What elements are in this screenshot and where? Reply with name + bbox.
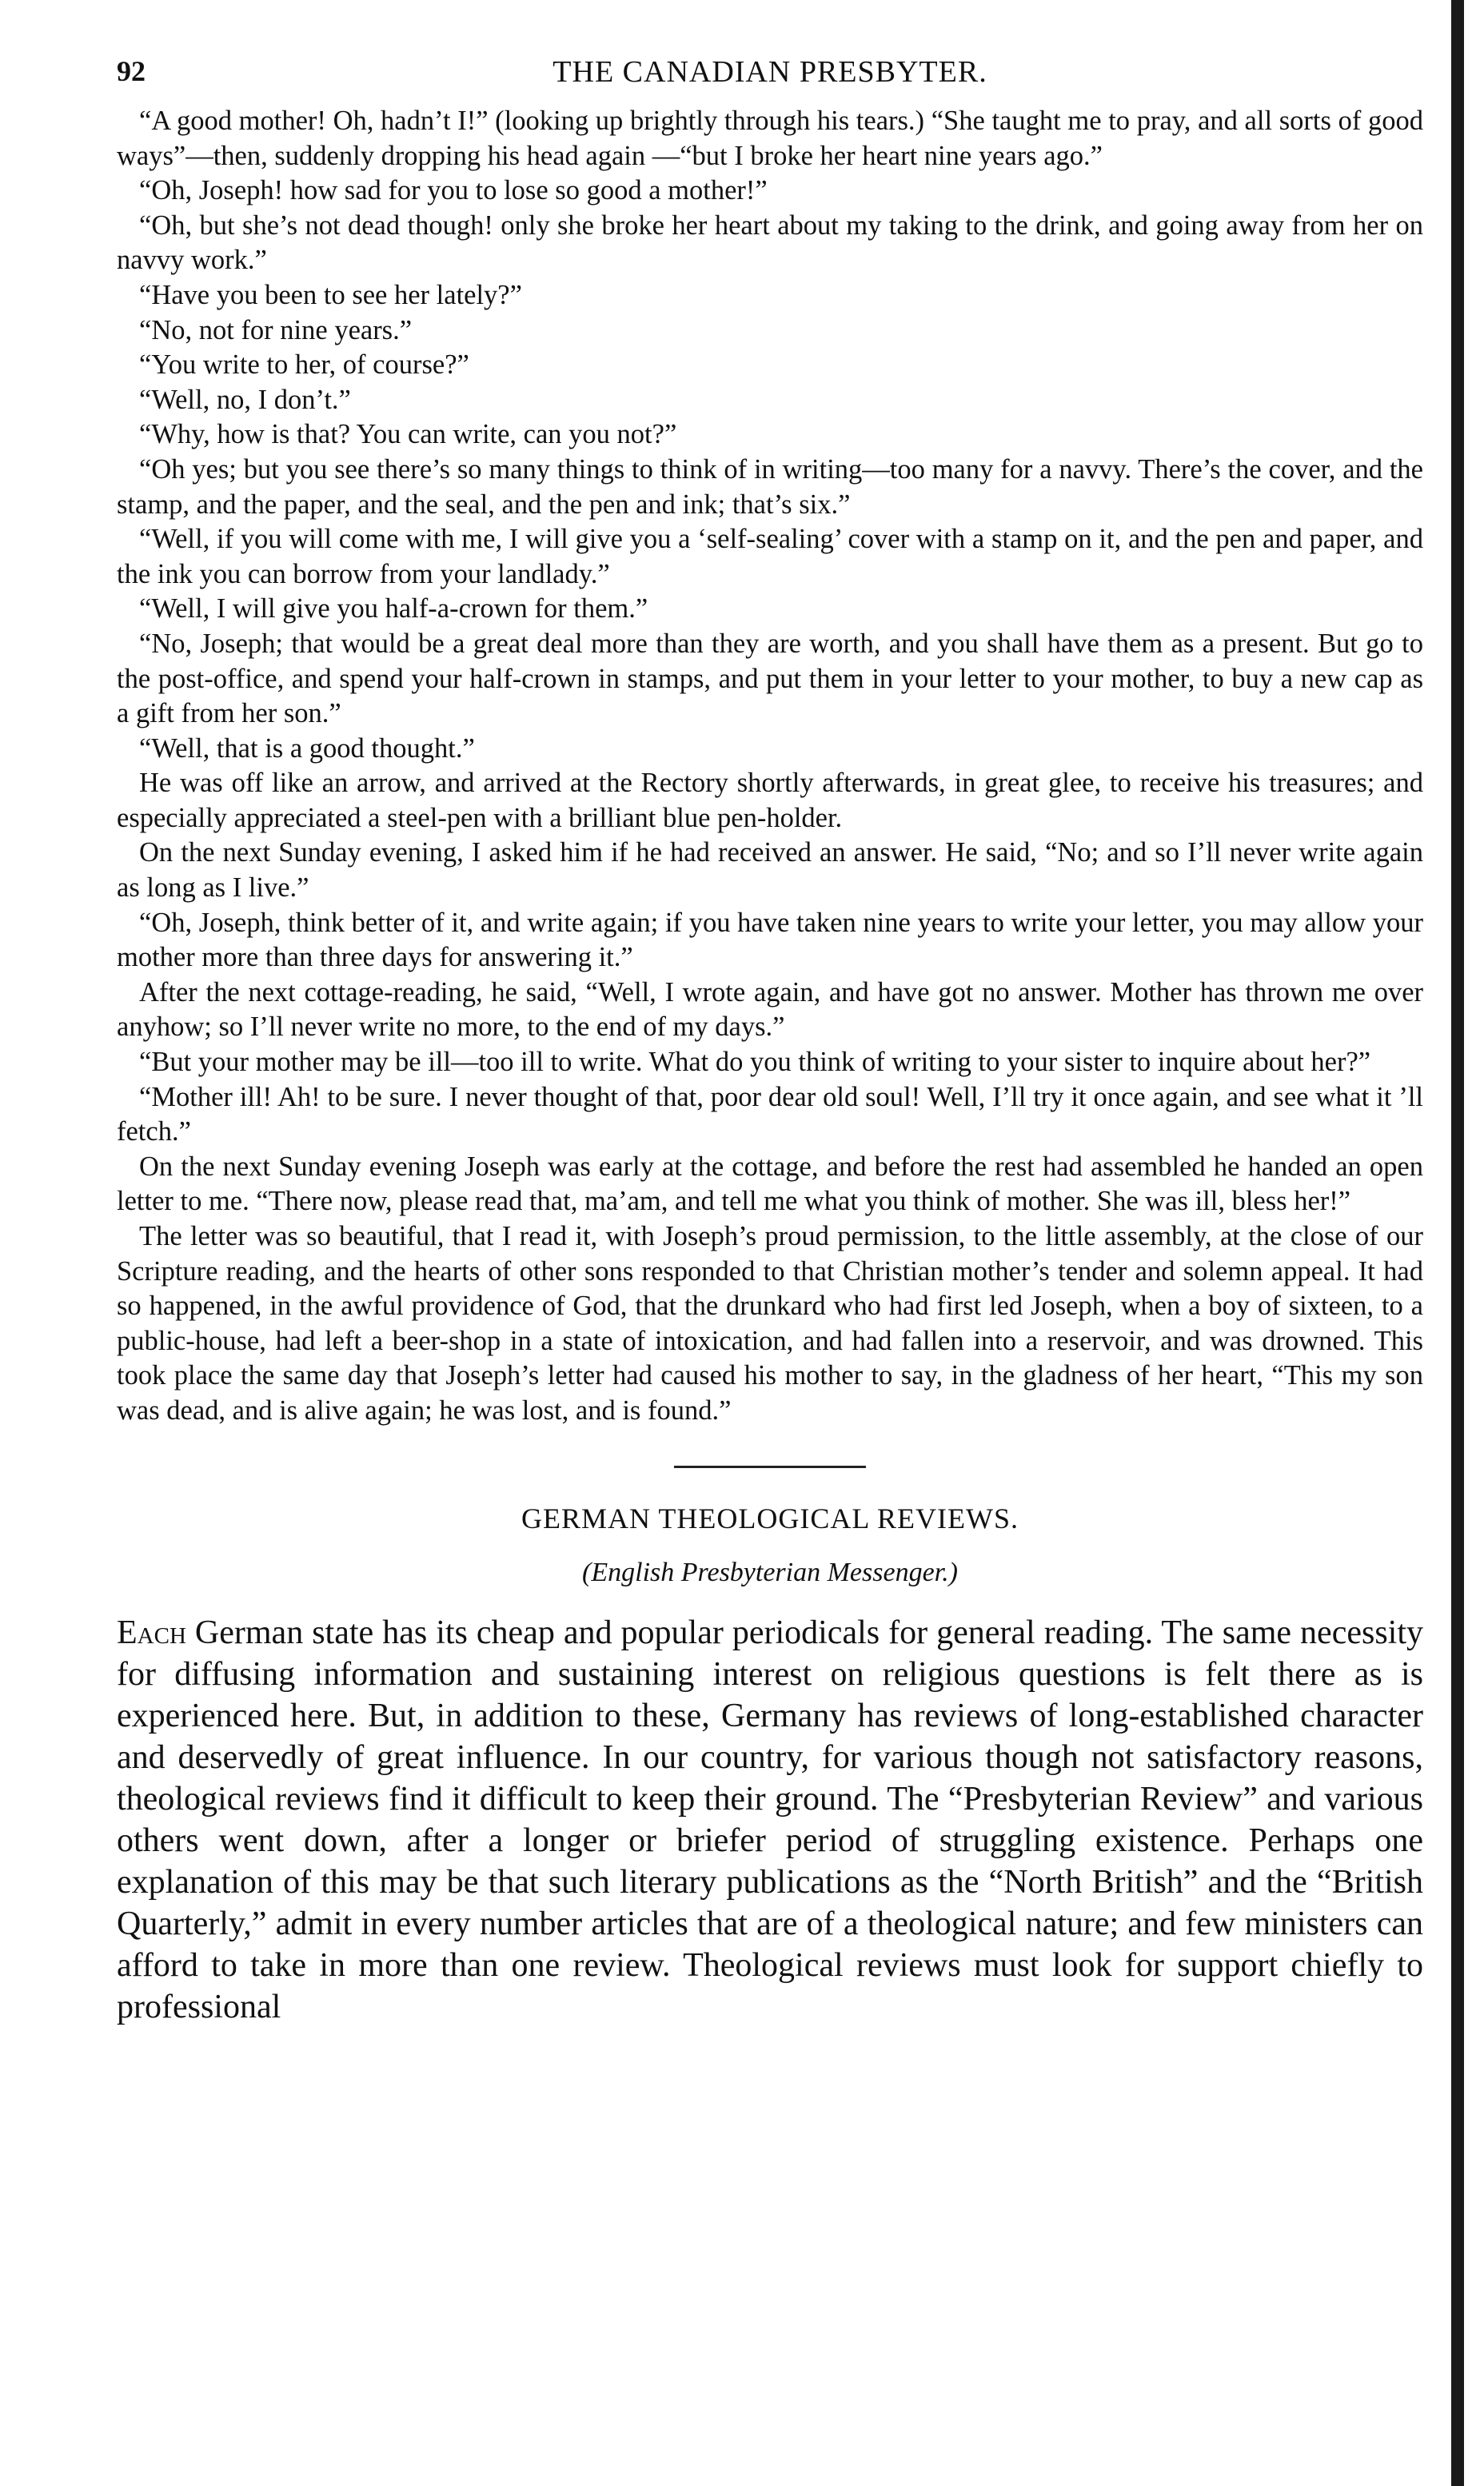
paragraph: “No, not for nine years.” xyxy=(139,314,413,345)
section-source: (English Presbyterian Messenger.) xyxy=(582,1557,958,1587)
running-head xyxy=(117,48,1423,104)
paragraph: “Oh, but she’s not dead though! only she broke her heart about my taking to the drink, and going away from her on navvy work.” xyxy=(117,209,1423,276)
page-edge-shadow xyxy=(1451,0,1464,2486)
paragraph: “Well, that is a good thought.” xyxy=(139,732,475,764)
paragraph: He was off like an arrow, and arrived at the Rectory shortly afterwards, in great glee, to receive his treasures; and especially appreciated a steel-pen with a brilliant blue pen-holder. xyxy=(117,768,1423,833)
paragraph: “A good mother! Oh, hadn’t I!” (looking up brightly through his tears.) “She taught me to pray, and all sorts of good ways”—then, suddenly dropping his head again —“but I broke her heart nine years ago.” xyxy=(117,106,1423,171)
paragraph: “Oh yes; but you see there’s so many things to think of in writing—too many for a navvy. There’s the cover, and the stamp, and the paper, and the seal, and the pen and ink; that’s six.” xyxy=(117,453,1423,520)
page xyxy=(117,48,1423,2028)
paragraph xyxy=(117,1612,1423,2028)
section-divider xyxy=(674,1466,866,1468)
page-number: 92 xyxy=(117,55,146,87)
paragraph: On the next Sunday evening Joseph was early at the cottage, and before the rest had assembled he handed an open letter to me. “There now, please read that, ma’am, and tell me what you think of mother. She was ill, bless her!” xyxy=(117,1151,1423,1217)
paragraph: On the next Sunday evening, I asked him if he had received an answer. He said, “No; and so I’ll never write again as long as I live.” xyxy=(117,837,1423,904)
lead-word: Each xyxy=(117,1614,186,1651)
paragraph: “Well, if you will come with me, I will give you a ‘self-sealing’ cover with a stamp on it, and the pen and paper, and the ink you can borrow from your landlady.” xyxy=(117,524,1423,589)
paragraph: “Well, no, I don’t.” xyxy=(139,384,351,415)
paragraph: “You write to her, of course?” xyxy=(139,349,469,381)
review-body xyxy=(117,1612,1423,2028)
paragraph: “Oh, Joseph! how sad for you to lose so good a mother!” xyxy=(139,175,768,206)
journal-title: THE CANADIAN PRESBYTER. xyxy=(553,55,987,89)
paragraph: The letter was so beautiful, that I read it, with Joseph’s proud permission, to the little assembly, at the close of our Scripture reading, and the hearts of other sons responded to that Christian mother’s tender and solemn appeal. It had so happened, in the awful providence of God, that the drunkard who had first led Joseph, when a boy of sixteen, to a public-house, had left a beer-shop in a state of intoxication, and had fallen into a reservoir, and was drowned. This took place the same day that Joseph’s letter had caused his mother to say, in the gladness of her heart, “This my son was dead, and is alive again; he was lost, and is found.” xyxy=(117,1221,1423,1426)
paragraph: “Have you been to see her lately?” xyxy=(139,279,522,310)
paragraph: “Mother ill! Ah! to be sure. I never thought of that, poor dear old soul! Well, I’ll try it once again, and see what it ’ll fetch.” xyxy=(117,1081,1423,1147)
article-body xyxy=(117,104,1423,1429)
section-title: GERMAN THEOLOGICAL REVIEWS. xyxy=(521,1502,1019,1534)
paragraph: “No, Joseph; that would be a great deal more than they are worth, and you shall have them as a present. But go to the post-office, and spend your half-crown in stamps, and put them in your letter to your mother, to buy a new cap as a gift from her son.” xyxy=(117,628,1423,729)
paragraph: “Oh, Joseph, think better of it, and write again; if you have taken nine years to write your letter, you may allow your mother more than three days for answering it.” xyxy=(117,907,1423,973)
paragraph: “Why, how is that? You can write, can you not?” xyxy=(139,419,677,450)
paragraph: After the next cottage-reading, he said, “Well, I wrote again, and have got no answer. Mother has thrown me over anyhow; so I’ll never write no more, to the end of my days.” xyxy=(117,976,1423,1043)
review-text: German state has its cheap and popular periodicals for general reading. The same necessity for diffusing information and sustaining interest on religious questions is felt there as is experienced here. But, in addition to these, Germany has reviews of long-established character and deservedly of great influence. In our country, for various though not satisfactory reasons, theological reviews find it difficult to keep their ground. The “Presbyterian Review” and various others went down, after a longer or briefer period of struggling existence. Perhaps one explanation of this may be that such literary publications as the “North British” and the “British Quarterly,” admit in every number articles that are of a theological nature; and few ministers can afford to take in more than one review. Theological reviews must look for support chiefly to professional xyxy=(117,1614,1424,2025)
paragraph: “Well, I will give you half-a-crown for them.” xyxy=(139,593,648,624)
paragraph: “But your mother may be ill—too ill to write. What do you think of writing to your sister to inquire about her?” xyxy=(139,1047,1371,1078)
